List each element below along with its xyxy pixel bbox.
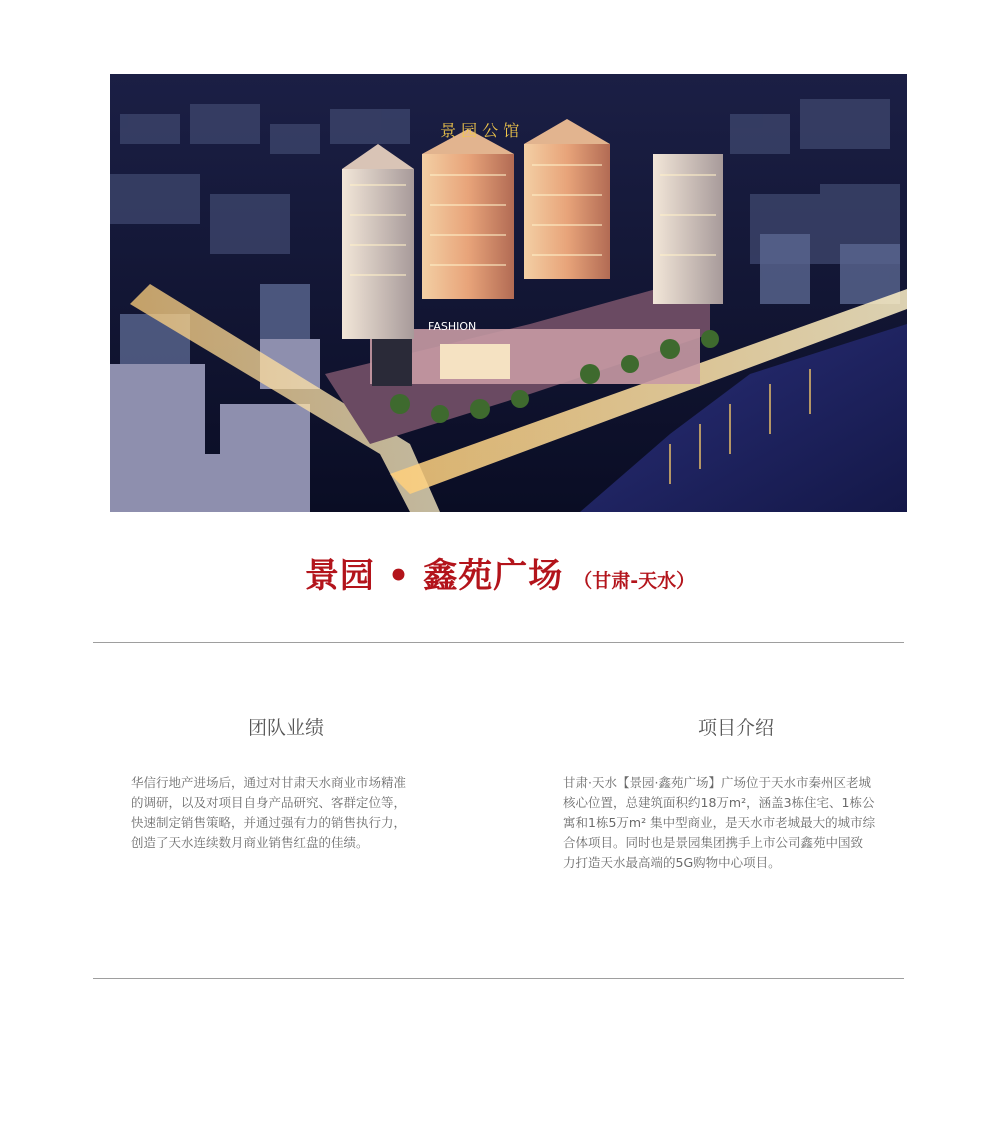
team-performance-heading: 团队业绩	[247, 717, 324, 739]
project-text-line: 合体项目。同时也是景园集团携手上市公司鑫苑中国致	[563, 835, 864, 850]
hero-sign-text: 景 园 公 馆	[440, 121, 520, 140]
project-text-line: 核心位置，总建筑面积约18万m²，涵盖3栋住宅、1栋公	[563, 795, 875, 810]
team-performance-text	[131, 773, 426, 853]
team-text-line: 快速制定销售策略，并通过强有力的销售执行力，	[131, 815, 407, 830]
project-title-location: （甘肃-天水）	[573, 570, 696, 592]
project-intro-heading: 项目介绍	[697, 717, 774, 739]
team-text-line: 的调研，以及对项目自身产品研究、客群定位等，	[131, 795, 407, 810]
hero-image	[110, 74, 907, 512]
project-intro-text	[563, 773, 889, 873]
hero-night-city-render	[110, 74, 907, 512]
hero-fashion-text: FASHION	[428, 320, 477, 333]
project-title-main: 景园 • 鑫苑广场	[304, 556, 564, 596]
project-text-line: 甘肃·天水【景园·鑫苑广场】广场位于天水市秦州区老城	[563, 775, 871, 790]
divider-bottom	[93, 978, 904, 979]
team-text-line: 创造了天水连续数月商业销售红盘的佳绩。	[131, 835, 369, 850]
project-text-line: 力打造天水最高端的5G购物中心项目。	[563, 855, 781, 870]
team-text-line: 华信行地产进场后，通过对甘肃天水商业市场精准	[131, 775, 407, 790]
project-text-line: 寓和1栋5万m² 集中型商业，是天水市老城最大的城市综	[563, 815, 876, 830]
divider-top	[93, 642, 904, 643]
project-title	[0, 548, 1000, 597]
